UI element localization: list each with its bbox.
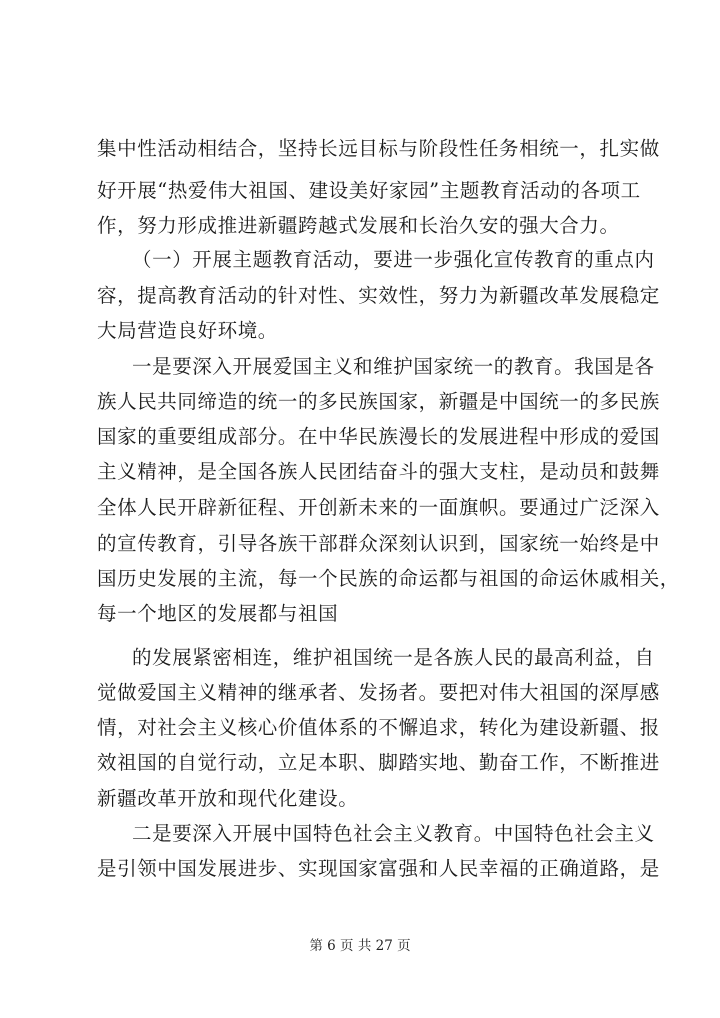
text-line: 新疆改革开放和现代化建设。 <box>97 787 359 810</box>
text-line: 情，对社会主义核心价值体系的不懈追求，转化为建设新疆、报 <box>97 716 660 739</box>
text-line: 的发展紧密相连，维护祖国统一是各族人民的最高利益，自 <box>132 646 655 669</box>
text-line: 是引领中国发展进步、实现国家富强和人民幸福的正确道路，是 <box>97 857 660 880</box>
text-line: 作，努力形成推进新疆跨越式发展和长治久安的强大合力。 <box>97 214 620 237</box>
text-line: 国历史发展的主流，每一个民族的命运都与祖国的命运休戚相关， <box>97 567 680 590</box>
text-line: 集中性活动相结合，坚持长远目标与阶段性任务相统一，扎实做 <box>97 137 660 160</box>
text-line: 国家的重要组成部分。在中华民族漫长的发展进程中形成的爱国 <box>97 425 660 448</box>
text-line: 效祖国的自觉行动，立足本职、脚踏实地、勤奋工作，不断推进 <box>97 751 660 774</box>
paragraph-heading-line: （一）开展主题教育活动，要进一步强化宣传教育的重点内 <box>132 248 655 271</box>
text-line: 大局营造良好环境。 <box>97 319 278 342</box>
text-line: 每一个地区的发展都与祖国 <box>97 602 339 625</box>
text-line: 觉做爱国主义精神的继承者、发扬者。要把对伟大祖国的深厚感 <box>97 681 660 704</box>
text-line: 族人民共同缔造的统一的多民族国家，新疆是中国统一的多民族 <box>97 390 660 413</box>
text-line: 二是要深入开展中国特色社会主义教育。中国特色社会主义 <box>132 822 655 845</box>
text-line: 容，提高教育活动的针对性、实效性，努力为新疆改革发展稳定 <box>97 284 660 307</box>
text-line: 全体人民开辟新征程、开创新未来的一面旗帜。要通过广泛深入 <box>97 496 660 519</box>
page-number-footer: 第 6 页 共 27 页 <box>309 938 411 954</box>
text-line: 好开展“热爱伟大祖国、建设美好家园”主题教育活动的各项工 <box>97 179 641 202</box>
text-line: 主义精神，是全国各族人民团结奋斗的强大支柱，是动员和鼓舞 <box>97 460 660 483</box>
text-line: 一是要深入开展爱国主义和维护国家统一的教育。我国是各 <box>132 355 655 378</box>
text-line: 的宣传教育，引导各族干部群众深刻认识到，国家统一始终是中 <box>97 532 660 555</box>
